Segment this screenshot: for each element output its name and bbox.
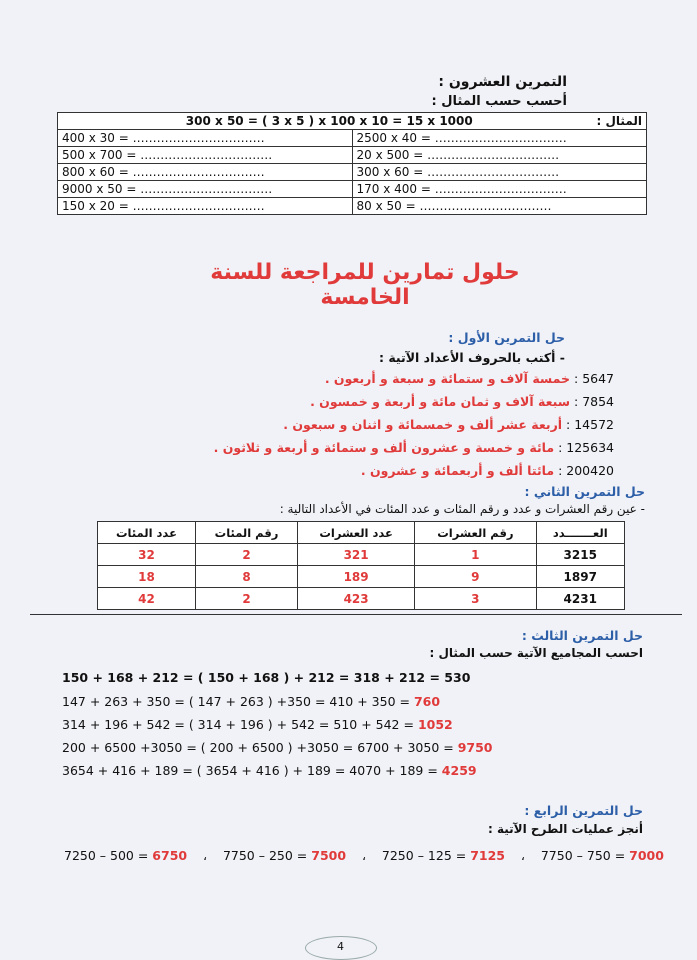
ex3-result: 1052 <box>417 717 453 732</box>
table-cell: 321 <box>298 544 415 566</box>
table-cell: 80 x 50 = …………………………… <box>352 198 647 215</box>
page-number: 4 <box>337 940 344 953</box>
table-row <box>58 130 647 147</box>
table-cell: 150 x 20 = …………………………… <box>58 198 353 215</box>
list-item: 14572 : أربعة عشر ألف و خمسمائة و اثنان و سبعون . <box>283 417 614 432</box>
ex4-ops-row <box>64 848 664 863</box>
column-header: عدد العشرات <box>298 522 415 544</box>
ex20-example-label: المثال : <box>596 114 642 128</box>
list-item: 125634 : مائة و خمسة و عشرون ألف و ستمائة و أربعة و ثلاثون . <box>213 440 614 455</box>
ex1-answer: أربعة عشر ألف و خمسمائة و اثنان و سبعون . <box>283 417 563 432</box>
ex4-separator: ، <box>361 848 366 863</box>
table-cell: 170 x 400 = …………………………… <box>352 181 647 198</box>
table-cell: 2 <box>195 588 297 610</box>
ex4-expr: 7750 – 750 = <box>540 848 630 863</box>
list-item: 200420 : مائتا ألف و أربعمائة و عشرون . <box>360 463 614 478</box>
ex2-instruction: - عين رقم العشرات و عدد و رقم المئات و عدد المئات في الأعداد التالية : <box>279 502 645 516</box>
table-cell: 20 x 500 = …………………………… <box>352 147 647 164</box>
ex3-line <box>62 717 453 732</box>
ex3-expr: 150 + 168 + 212 = ( 150 + 168 ) + 212 = 318 + 212 = <box>62 670 445 685</box>
page-number-badge <box>305 936 377 960</box>
ex3-heading: حل التمرين الثالث : <box>521 628 643 643</box>
table-cell: 4231 <box>536 588 624 610</box>
table-row <box>98 566 625 588</box>
ex4-result: 7000 <box>629 848 664 863</box>
table-row <box>58 147 647 164</box>
table-row <box>58 181 647 198</box>
ex3-result: 4259 <box>441 763 477 778</box>
column-header: رقم العشرات <box>415 522 536 544</box>
ex1-heading: حل التمرين الأول : <box>448 330 565 345</box>
main-title: حلول تمارين للمراجعة للسنة الخامسة <box>210 260 520 310</box>
table-cell: 500 x 700 = …………………………… <box>58 147 353 164</box>
ex3-line <box>62 670 470 685</box>
list-item: 7854 : سبعة آلاف و ثمان مائة و أربعة و خمسون . <box>310 394 614 409</box>
table-row <box>58 164 647 181</box>
ex4-result: 7500 <box>311 848 347 863</box>
ex1-answer: مائتا ألف و أربعمائة و عشرون . <box>360 463 555 478</box>
ex1-answer: مائة و خمسة و عشرون ألف و ستمائة و أربعة و ثلاثون . <box>213 440 555 455</box>
ex3-expr: 147 + 263 + 350 = ( 147 + 263 ) +350 = 410 + 350 = <box>62 694 414 709</box>
ex3-line <box>62 740 493 755</box>
ex4-expr: 7250 – 125 = <box>381 848 471 863</box>
table-cell: 2 <box>195 544 297 566</box>
ex20-table <box>57 112 647 215</box>
table-row <box>58 198 647 215</box>
ex2-heading: حل التمرين الثاني : <box>524 484 645 499</box>
table-cell: 400 x 30 = …………………………… <box>58 130 353 147</box>
table-cell: 300 x 60 = …………………………… <box>352 164 647 181</box>
ex1-answer: سبعة آلاف و ثمان مائة و أربعة و خمسون . <box>310 394 571 409</box>
ex4-result: 6750 <box>152 848 188 863</box>
ex3-expr: 314 + 196 + 542 = ( 314 + 196 ) + 542 = 510 + 542 = <box>62 717 418 732</box>
table-cell: 8 <box>195 566 297 588</box>
ex3-expr: 200 + 6500 +3050 = ( 200 + 6500 ) +3050 = 6700 + 3050 = <box>62 740 458 755</box>
ex4-instruction: أنجز عمليات الطرح الآتية : <box>488 822 643 836</box>
ex3-line <box>62 694 440 709</box>
ex3-instruction: احسب المجاميع الآتية حسب المثال : <box>429 646 643 660</box>
ex1-number: 200420 <box>566 463 614 478</box>
section-divider <box>30 614 682 615</box>
ex4-expr: 7750 – 250 = <box>222 848 312 863</box>
ex4-result: 7125 <box>470 848 505 863</box>
table-cell: 9 <box>415 566 536 588</box>
ex20-instruction: أحسب حسب المثال : <box>431 94 567 109</box>
ex1-instruction: - أكتب بالحروف الأعداد الآتية : <box>378 350 565 365</box>
ex4-separator: ، <box>203 848 208 863</box>
table-cell: 1 <box>415 544 536 566</box>
table-cell: 9000 x 50 = …………………………… <box>58 181 353 198</box>
column-header: العـــــــدد <box>536 522 624 544</box>
table-cell: 800 x 60 = …………………………… <box>58 164 353 181</box>
table-cell: 3 <box>415 588 536 610</box>
table-header-row <box>98 522 625 544</box>
ex1-number: 5647 <box>582 371 614 386</box>
table-cell: 2500 x 40 = …………………………… <box>352 130 647 147</box>
ex20-example-row <box>58 113 647 130</box>
ex4-separator: ، <box>520 848 525 863</box>
table-cell: 423 <box>298 588 415 610</box>
ex20-title: التمرين العشرون : <box>438 74 567 90</box>
table-row <box>98 544 625 566</box>
table-cell: 3215 <box>536 544 624 566</box>
table-cell: 32 <box>98 544 196 566</box>
ex3-expr: 3654 + 416 + 189 = ( 3654 + 416 ) + 189 = 4070 + 189 = <box>62 763 442 778</box>
column-header: عدد المئات <box>98 522 196 544</box>
table-cell: 1897 <box>536 566 624 588</box>
column-header: رقم المئات <box>195 522 297 544</box>
table-cell: 18 <box>98 566 196 588</box>
ex3-result: 530 <box>444 670 471 685</box>
ex1-number: 7854 <box>582 394 614 409</box>
list-item: 5647 : خمسة آلاف و ستمائة و سبعة و أربعون . <box>324 371 614 386</box>
table-cell: 189 <box>298 566 415 588</box>
ex1-number: 14572 <box>574 417 614 432</box>
ex3-result: 760 <box>413 694 441 709</box>
ex1-answer: خمسة آلاف و ستمائة و سبعة و أربعون . <box>324 371 571 386</box>
table-row <box>98 588 625 610</box>
ex20-example: 300 x 50 = ( 3 x 5 ) x 100 x 10 = 15 x 1000 <box>185 114 473 128</box>
table-cell: 42 <box>98 588 196 610</box>
ex2-table <box>97 521 625 610</box>
ex3-line <box>62 763 477 778</box>
ex3-result: 9750 <box>457 740 493 755</box>
ex4-heading: حل التمرين الرابع : <box>524 803 643 818</box>
ex4-expr: 7250 – 500 = <box>64 848 153 863</box>
ex1-number: 125634 <box>566 440 614 455</box>
